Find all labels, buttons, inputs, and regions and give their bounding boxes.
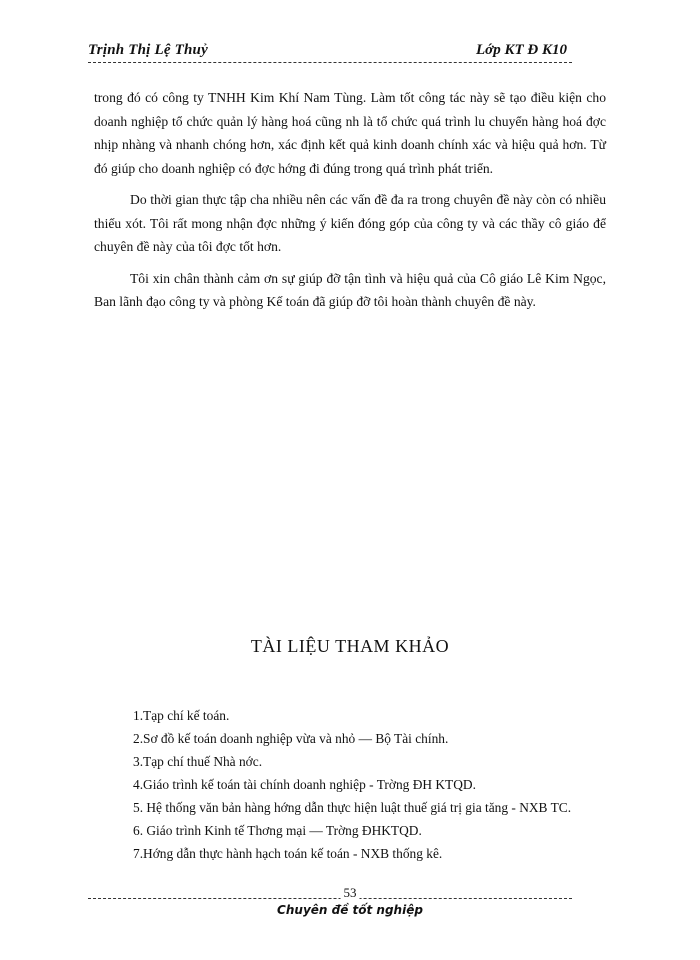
header-class: Lớp KT Đ K10 — [476, 42, 567, 58]
page-number: 53 — [341, 885, 360, 901]
reference-item: 1.Tạp chí kế toán. — [133, 708, 230, 723]
reference-item: 3.Tạp chí thuế Nhà nớc. — [133, 754, 263, 769]
paragraph-3: Tôi xin chân thành cảm ơn sự giúp đỡ tận tình và hiệu quả của Cô giáo Lê Kim Ngọc, Ban lãnh đạo công ty và phòng Kế toán đã giúp đỡ tôi hoàn thành chuyên đề này. — [94, 270, 606, 309]
footer-title: Chuyên đề tốt nghiệp — [277, 903, 423, 917]
reference-item: 7.Hớng dẫn thực hành hạch toán kế toán - NXB thống kê. — [133, 846, 443, 861]
body-text — [94, 86, 606, 322]
paragraph-2: Do thời gian thực tập cha nhiều nên các vấn đề đa ra trong chuyên đề này còn có nhiều thiếu xót. Tôi rất mong nhận đợc những ý kiến đóng góp của công ty và các thầy cô giáo để chuyên đề này của tôi đợc tốt hơn. — [94, 192, 606, 254]
references-list — [133, 704, 571, 865]
paragraph-1: trong đó có công ty TNHH Kim Khí Nam Tùng. Làm tốt công tác này sẽ tạo điều kiện cho doanh nghiệp tổ chức quản lý hàng hoá cũng nh là tổ chức quá trình lu chuyển hàng hoá đợc nhịp nhàng và nhanh chóng hơn, xác định kết quả kinh doanh chính xác và hiệu quả hơn. Từ đó giúp cho doanh nghiệp có đợc hớng đi đúng trong quá trình phát triển. — [94, 90, 606, 176]
reference-item: 6. Giáo trình Kinh tế Thơng mại — Trờng ĐHKTQD. — [133, 823, 422, 838]
header-divider — [88, 62, 572, 63]
references-title: TÀI LIỆU THAM KHẢO — [250, 636, 450, 656]
reference-item: 4.Giáo trình kế toán tài chính doanh nghiệp - Trờng ĐH KTQD. — [133, 777, 476, 792]
footer-divider — [88, 898, 572, 899]
reference-item: 2.Sơ đồ kế toán doanh nghiệp vừa và nhỏ — Bộ Tài chính. — [133, 731, 449, 746]
reference-item: 5. Hệ thống văn bản hàng hớng dẫn thực hiện luật thuế giá trị gia tăng - NXB TC. — [133, 800, 572, 815]
header-author: Trịnh Thị Lệ Thuỷ — [88, 42, 208, 58]
